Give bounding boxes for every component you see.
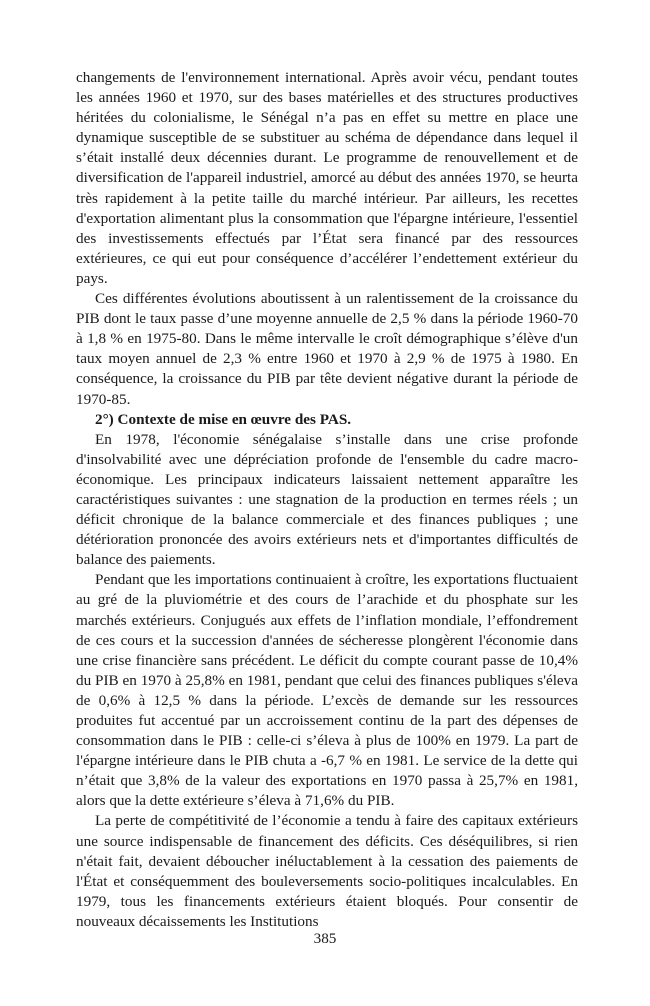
paragraph-croissance-pib: Ces différentes évolutions aboutissent à un ralentissement de la croissance du PIB dont le taux passe d’une moyenne annuelle de 2,5 % dans la période 1960-70 à 1,8 % en 1975-80. Dans le même intervalle le croît démographique s’élève d'un taux moyen annuel de 2,3 % entre 1960 et 1970 à 2,9 % de 1975 à 1980. En conséquence, la croissance du PIB par tête devient négative durant la période de 1970-85. (76, 290, 578, 408)
paragraph-environnement-international: changements de l'environnement international. Après avoir vécu, pendant toutes les années 1960 et 1970, sur des bases matérielles et des structures productives héritées du colonialisme, le Sénégal n’a pas en effet su mettre en place une dynamique susceptible de se substituer au schéma de dépendance dans lequel il s’était installé deux décennies durant. Le programme de renouvellement et de diversification de l'appareil industriel, amorcé au début des années 1970, se heurta très rapidement à la petite taille du marché intérieur. Par ailleurs, les recettes d'exportation alimentant plus la consommation que l'épargne intérieure, l'essentiel des investissements effectués par l’État sera financé par des ressources extérieures, ce qui eut pour conséquence d’accélérer l’endettement extérieur du pays. (76, 69, 578, 287)
paragraph-importations-exportations: Pendant que les importations continuaient à croître, les exportations fluctuaient au gré de la pluviométrie et des cours de l’arachide et du phosphate sur les marchés extérieurs. Conjugués aux effets de l’inflation mondiale, l’effondrement de ces cours et la succession d'années de sécheresse plongèrent l'économie dans une crise financière sans précédent. Le déficit du compte courant passe de 10,4% du PIB en 1970 à 25,8% en 1981, pendant que celui des finances publiques s'éleva de 0,6% à 12,5 % dans la période. L’excès de demande sur les ressources produites fut accentué par un accroissement continu de la part des dépenses de consommation dans le PIB : celle-ci s’éleva à plus de 100% en 1979. La part de l'épargne intérieure dans le PIB chuta a -6,7 % en 1981. Le service de la dette qui n’était que 3,8% de la valeur des exportations en 1970 passa à 25,7% en 1981, alors que la dette extérieure s’éleva à 71,6% du PIB. (76, 571, 578, 810)
page-number: 385 (313, 930, 337, 947)
section-heading-contexte-pas: 2°) Contexte de mise en œuvre des PAS. (95, 410, 352, 428)
paragraph-perte-competitivite: La perte de compétitivité de l’économie a tendu à faire des capitaux extérieurs une source indispensable de financement des déficits. Ces déséquilibres, si rien n'était fait, devaient déboucher inéluctablement à la cessation des paiements de l'État et conséquemment des bouleversements socio-politiques incalculables. En 1979, tous les financements extérieurs étaient bloqués. Pour consentir de nouveaux décaissements les Institutions (76, 812, 578, 930)
paragraph-crise-1978: En 1978, l'économie sénégalaise s’installe dans une crise profonde d'insolvabilité avec une dépréciation profonde de l'ensemble du cadre macro-économique. Les principaux indicateurs laissaient nettement apparaître les caractéristiques suivantes : une stagnation de la production en termes réels ; un déficit chronique de la balance commerciale et des finances publiques ; une détérioration prononcée des avoirs extérieurs nets et d'importantes difficultés de balance des paiements. (76, 430, 578, 569)
page-body (76, 68, 578, 932)
